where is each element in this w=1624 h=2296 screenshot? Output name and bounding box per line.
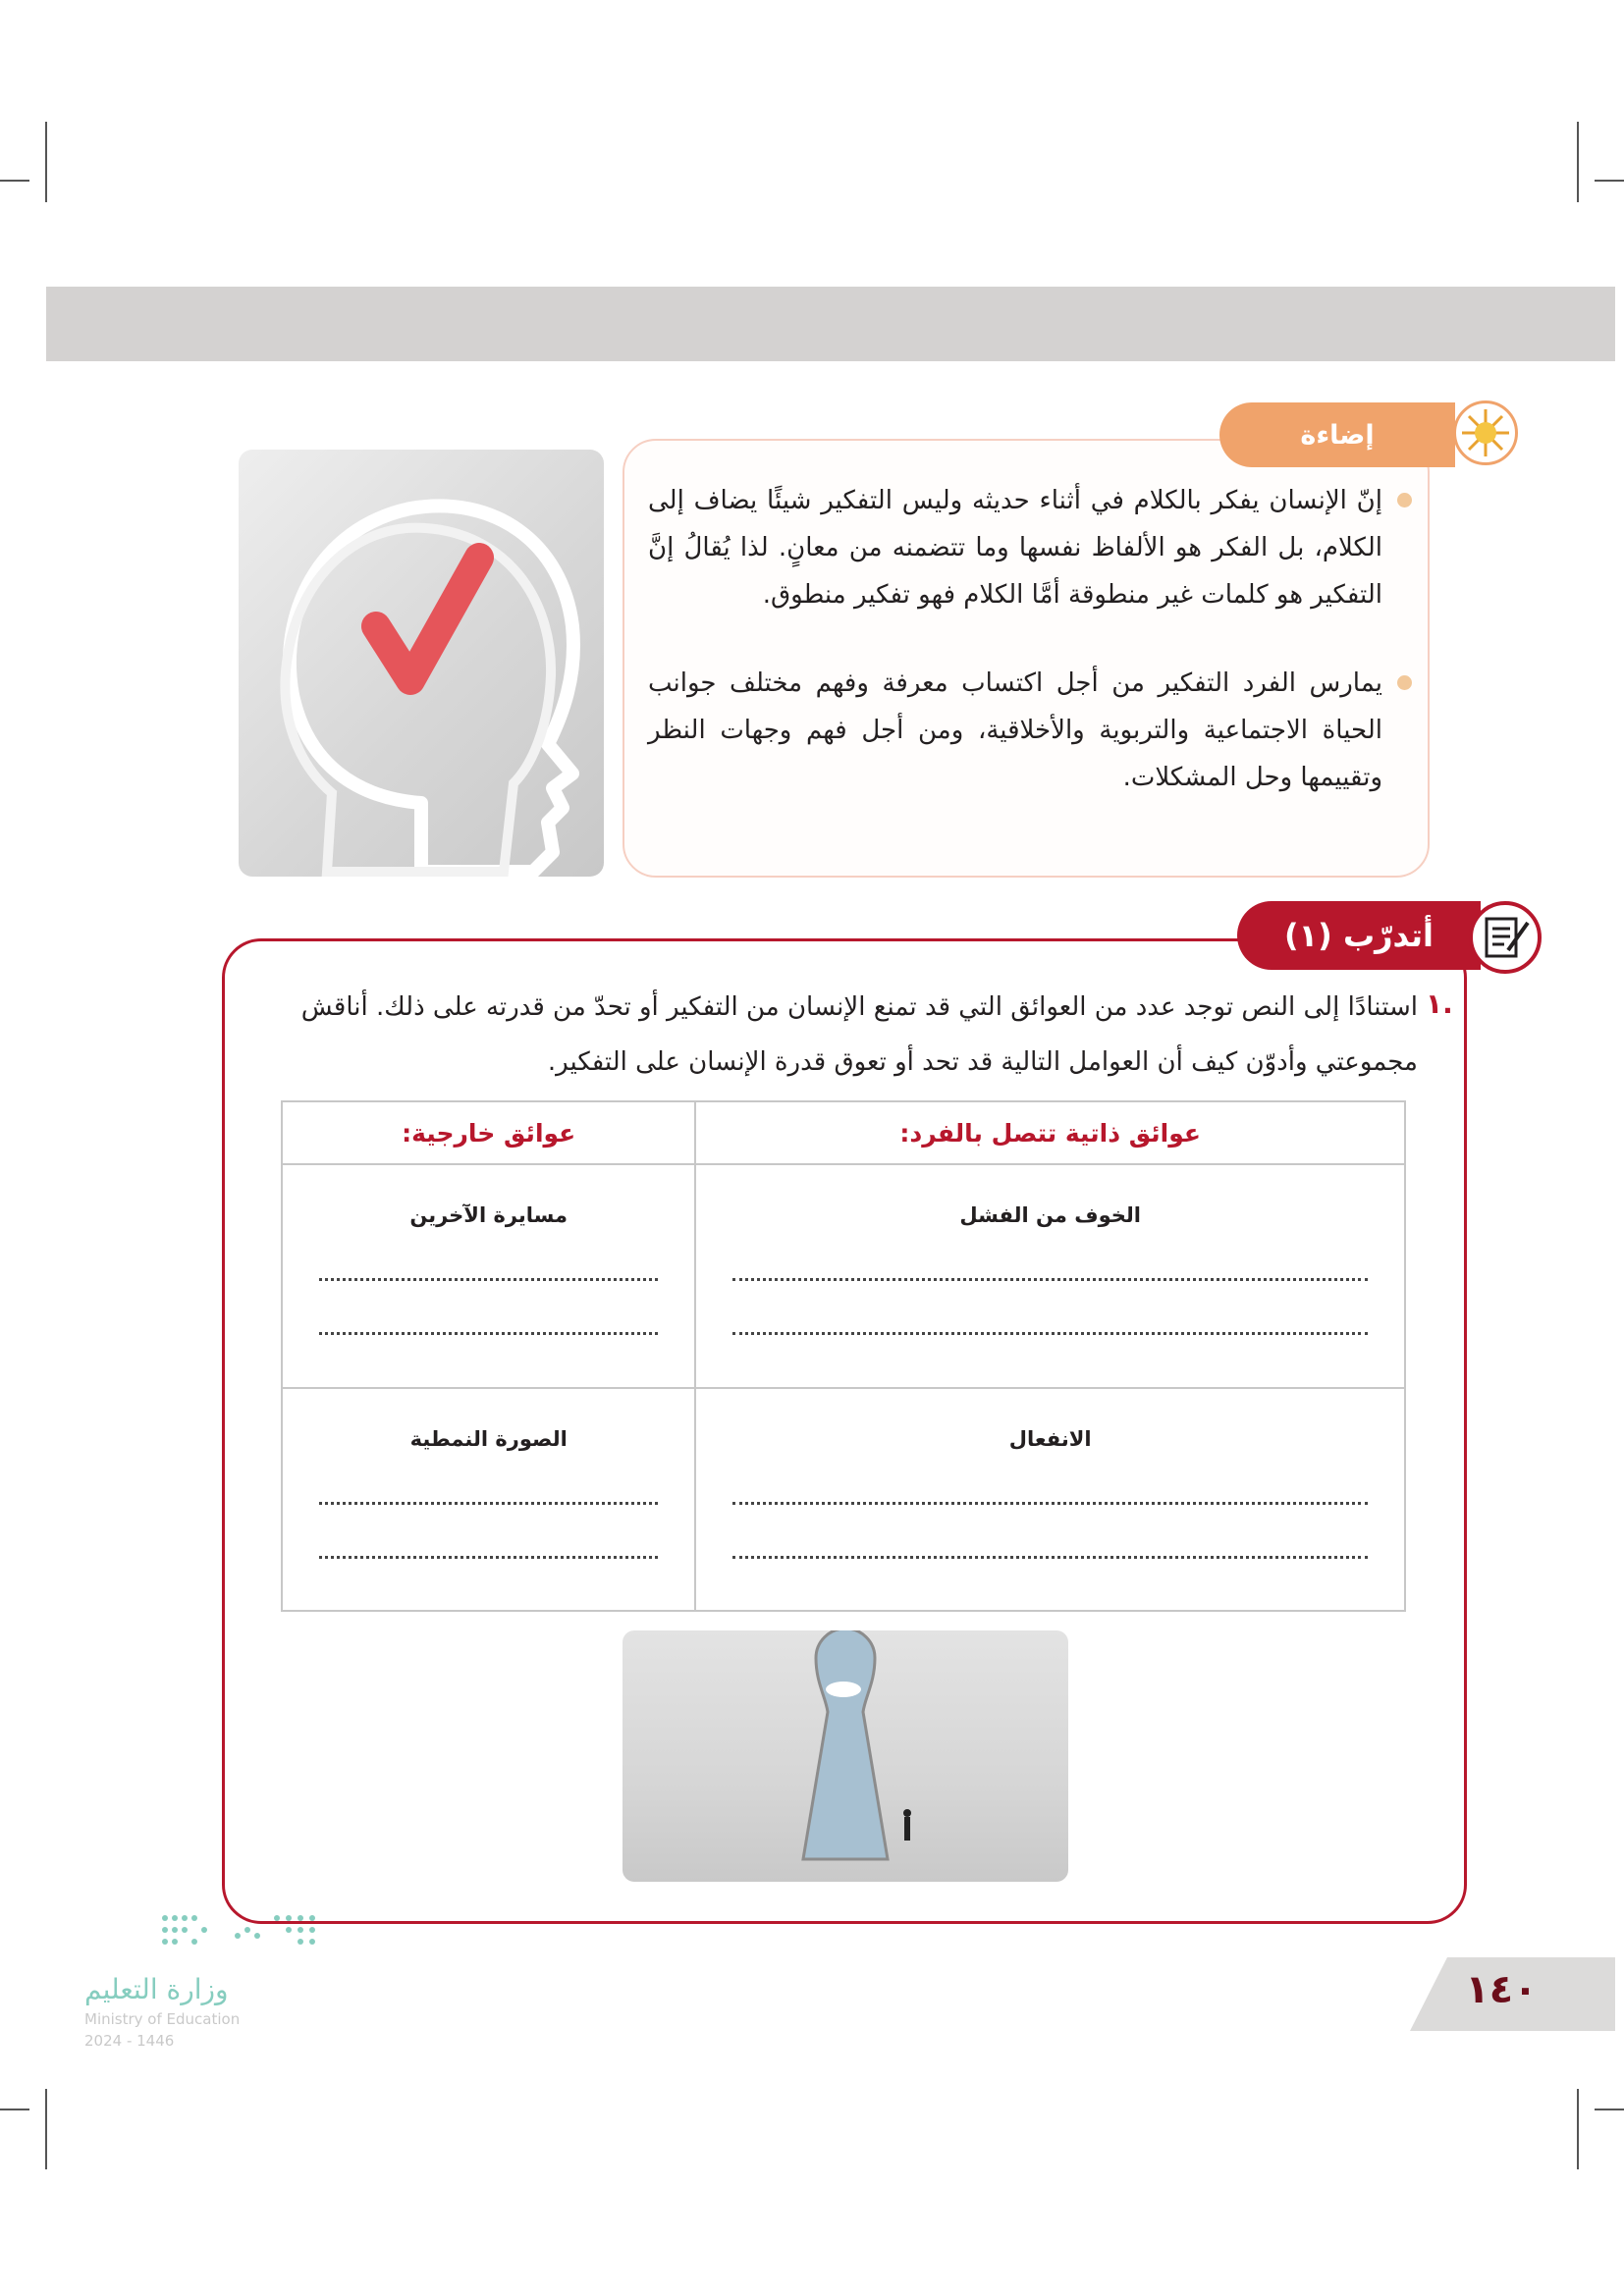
idaa-title: إضاءة [1219, 402, 1455, 467]
crop-mark [45, 122, 47, 202]
sun-icon [1453, 400, 1518, 465]
crop-mark [1577, 122, 1579, 202]
answer-line[interactable] [319, 1227, 658, 1281]
moe-logo-dots [159, 1910, 326, 1957]
answer-line[interactable] [319, 1281, 658, 1335]
notepad-pen-icon [1469, 901, 1542, 974]
crop-mark [1577, 2089, 1579, 2169]
edition-year: 2024 - 1446 [84, 2032, 175, 2050]
table-cell[interactable] [695, 1388, 1405, 1612]
idaa-bullet-1: إنّ الإنسان يفكر بالكلام في أثناء حديثه وليس التفكير شيئًا يضاف إلى الكلام، بل الفكر هو الألفاظ نفسها وما تتضمنه من معانٍ. لذا يُقالُ إنَّ التفكير هو كلمات غير منطوقة أمَّا الكلام فهو تفكير منطوق. [648, 486, 1382, 610]
answer-line[interactable] [732, 1281, 1368, 1335]
bullet-dot [1397, 675, 1412, 690]
idaa-bullet-2: يمارس الفرد التفكير من أجل اكتساب معرفة وفهم مختلف جوانب الحياة الاجتماعية والتربوية والأخلاقية، ومن أجل فهم وجهات النظر وتقييمها وحل المشكلات. [648, 668, 1382, 792]
bullet-dot [1397, 493, 1412, 507]
thinking-head-image [239, 450, 604, 877]
ministry-name-ar: وزارة التعليم [84, 1973, 229, 2005]
table-header-internal: عوائق ذاتية تتصل بالفرد: [695, 1101, 1405, 1164]
crop-mark [0, 180, 29, 182]
crop-mark [1595, 180, 1624, 182]
answer-line[interactable] [319, 1505, 658, 1559]
header-band [46, 287, 1615, 361]
crop-mark [45, 2089, 47, 2169]
page-number: ١٤٠ [1465, 1967, 1538, 2012]
answer-line[interactable] [732, 1227, 1368, 1281]
obstacles-table [281, 1100, 1406, 1612]
answer-line[interactable] [732, 1505, 1368, 1559]
answer-line[interactable] [732, 1451, 1368, 1505]
cell-label: الانفعال [1008, 1426, 1092, 1451]
cell-label: الخوف من الفشل [959, 1203, 1142, 1227]
table-cell[interactable] [282, 1164, 695, 1388]
ministry-name-en: Ministry of Education [84, 2010, 241, 2028]
crop-mark [1595, 2109, 1624, 2110]
crop-mark [0, 2109, 29, 2110]
cell-label: مسايرة الآخرين [409, 1203, 568, 1227]
question-number: ١. [1426, 988, 1453, 1020]
keyhole-image [623, 1630, 1068, 1882]
cell-label: الصورة النمطية [409, 1426, 568, 1451]
answer-line[interactable] [319, 1451, 658, 1505]
practice-title: أتدرّب (١) [1237, 901, 1481, 970]
table-cell[interactable] [282, 1388, 695, 1612]
table-header-external: عوائق خارجية: [282, 1101, 695, 1164]
question-text: استنادًا إلى النص توجد عدد من العوائق التي قد تمنع الإنسان من التفكير أو تحدّ من قدرته على ذلك. أناقش مجموعتي وأدوّن كيف أن العوامل التالية قد تحد أو تعوق قدرة الإنسان على التفكير. [300, 992, 1418, 1077]
table-cell[interactable] [695, 1164, 1405, 1388]
